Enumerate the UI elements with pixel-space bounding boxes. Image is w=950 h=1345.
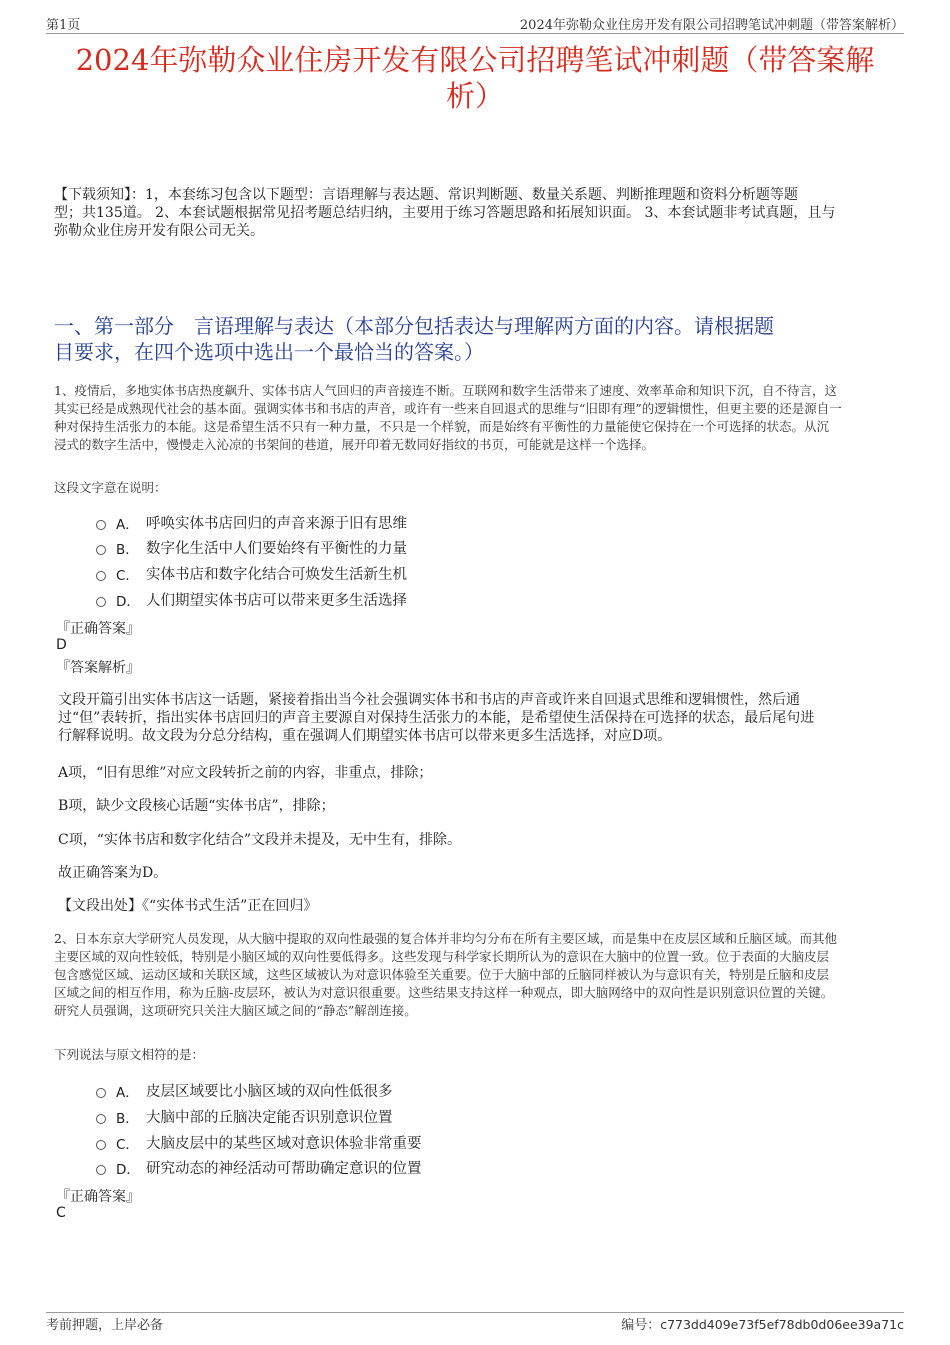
section-heading [54,313,904,365]
analysis-line: 文段开篇引出实体书店这一话题，紧接着指出当今社会强调实体书和书店的声音或许来自回退式思维和逻辑惯性，然后通 [58,692,800,708]
notice-line: 弥勒众业住房开发有限公司无关。 [54,223,264,239]
question-1-option-b[interactable] [96,537,407,558]
option-letter: B． [116,1110,139,1127]
radio-icon[interactable] [96,1165,106,1175]
footer-slogan: 考前押题，上岸必备 [46,1318,164,1333]
passage-source: 【文段出处】《“实体书式生活”正在回归》 [58,898,318,914]
document-title-line-1: 2024年弥勒众业住房开发有限公司招聘笔试冲刺题（带答案解 [75,43,875,77]
option-text: 数字化生活中人们要始终有平衡性的力量 [146,541,407,557]
option-letter: C． [116,1136,139,1153]
question-1-stem [54,382,900,454]
option-text: 皮层区域要比小脑区域的双向性低很多 [146,1084,393,1100]
question-1-answer-label: 『正确答案』 [56,621,140,637]
question-1-analysis-label: 『答案解析』 [56,660,140,676]
document-title [46,42,904,114]
question-2-option-a[interactable] [96,1080,393,1101]
stem-line: 研究人员强调，这项研究只关注大脑区域之间的“静态”解剖连接。 [54,1003,417,1018]
radio-icon[interactable] [96,520,106,530]
footer-serial [621,1314,904,1333]
notice-line: 【下载须知】：1，本套练习包含以下题型：言语理解与表达题、常识判断题、数量关系题、判断推理题和资料分析题等题 [54,187,798,203]
serial-number: c773dd409e73f5ef78db0d06ee39a71c [660,1317,904,1332]
radio-icon[interactable] [96,1088,106,1098]
notice-line: 型；共135道。 2、本套试题根据常见招考题总结归纳，主要用于练习答题思路和拓展知识面。 3、本套试题非考试真题，且与 [54,205,836,221]
radio-icon[interactable] [96,545,106,555]
stem-line: 主要区域的双向性较低，特别是小脑区域的双向性要低得多。这些发现与科学家长期所认为的意识在大脑中的位置一致。位于表面的大脑皮层 [54,949,830,964]
header-rule [46,33,904,34]
option-text: 呼唤实体书店回归的声音来源于旧有思维 [146,516,407,532]
question-1-option-c[interactable] [96,563,407,584]
stem-line: 浸式的数字生活中，慢慢走入沁凉的书架间的巷道，展开印着无数同好指纹的书页，可能就是这样一个选择。 [54,437,655,452]
option-text: 实体书店和数字化结合可焕发生活新生机 [146,567,407,583]
question-2-stem [54,930,900,1020]
question-2-option-d[interactable] [96,1157,422,1178]
analysis-note-a: A项，“旧有思维”对应文段转折之前的内容，非重点，排除； [58,765,433,781]
option-letter: C． [116,567,139,584]
analysis-line: 行解释说明。故文段为分总分结构，重在强调人们期望实体书店可以带来更多生活选择，对应D项。 [58,728,672,744]
question-2-option-c[interactable] [96,1132,422,1153]
radio-icon[interactable] [96,571,106,581]
option-text: 研究动态的神经活动可帮助确定意识的位置 [146,1161,422,1177]
page-number: 第1页 [46,18,81,33]
option-letter: A． [116,516,139,533]
option-text: 大脑中部的丘脑决定能否识别意识位置 [146,1110,393,1126]
question-1-answer: D [56,637,67,653]
option-text: 大脑皮层中的某些区域对意识体验非常重要 [146,1136,422,1152]
footer-rule [46,1312,904,1313]
serial-label: 编号： [621,1318,661,1333]
stem-line: 包含感觉区域、运动区域和关联区域，这些区域被认为对意识体验至关重要。位于大脑中部的丘脑同样被认为与意识有关，特别是丘脑和皮层 [54,967,830,982]
analysis-note-c: C项，“实体书店和数字化结合”文段并未提及，无中生有，排除。 [58,832,462,848]
analysis-conclusion: 故正确答案为D。 [58,865,168,881]
stem-line: 其实已经是成熟现代社会的基本面。强调实体书和书店的声音，或许有一些来自回退式的思维与“旧即有理”的逻辑惯性，但更主要的还是源自一 [54,401,842,416]
question-1-prompt: 这段文字意在说明： [54,480,167,495]
stem-line: 2、日本东京大学研究人员发现，从大脑中提取的双向性最强的复合体并非均匀分布在所有主要区域，而是集中在皮层区域和丘脑区域。而其他 [54,931,837,946]
question-1-option-a[interactable] [96,512,407,533]
section-heading-line: 一、第一部分 言语理解与表达（本部分包括表达与理解两方面的内容。请根据题 [54,314,774,338]
stem-line: 1、疫情后，多地实体书店热度飙升、实体书店人气回归的声音接连不断。互联网和数字生活带来了速度、效率革命和知识下沉，自不待言，这 [54,383,837,398]
option-text: 人们期望实体书店可以带来更多生活选择 [146,593,407,609]
question-1-analysis [58,691,888,745]
option-letter: D． [116,593,140,610]
radio-icon[interactable] [96,1114,106,1124]
question-2-prompt: 下列说法与原文相符的是： [54,1047,205,1062]
radio-icon[interactable] [96,597,106,607]
question-2-answer: C [56,1205,66,1221]
download-notice [54,186,904,240]
option-letter: A． [116,1084,139,1101]
stem-line: 种对保持生活张力的本能。这是希望生活不只有一种力量，不只是一个样貌，而是始终有平衡性的力量能使它保持在一个可选择的状态。从沉 [54,419,830,434]
analysis-line: 过“但”表转折，指出实体书店回归的声音主要源自对保持生活张力的本能，是希望使生活保持在可选择的状态，最后尾句进 [58,710,815,726]
question-2-answer-label: 『正确答案』 [56,1189,140,1205]
running-header-title: 2024年弥勒众业住房开发有限公司招聘笔试冲刺题（带答案解析） [519,18,904,33]
question-1-option-d[interactable] [96,589,407,610]
document-title-line-2: 析） [445,79,504,113]
stem-line: 区域之间的相互作用，称为丘脑-皮层环，被认为对意识很重要。这些结果支持这样一种观点，即大脑网络中的双向性是识别意识位置的关键。 [54,985,834,1000]
option-letter: D． [116,1161,140,1178]
analysis-note-b: B项，缺少文段核心话题“实体书店”，排除； [58,798,335,814]
question-2-option-b[interactable] [96,1106,393,1127]
radio-icon[interactable] [96,1140,106,1150]
option-letter: B． [116,541,139,558]
section-heading-line: 目要求，在四个选项中选出一个最恰当的答案。） [54,340,484,364]
